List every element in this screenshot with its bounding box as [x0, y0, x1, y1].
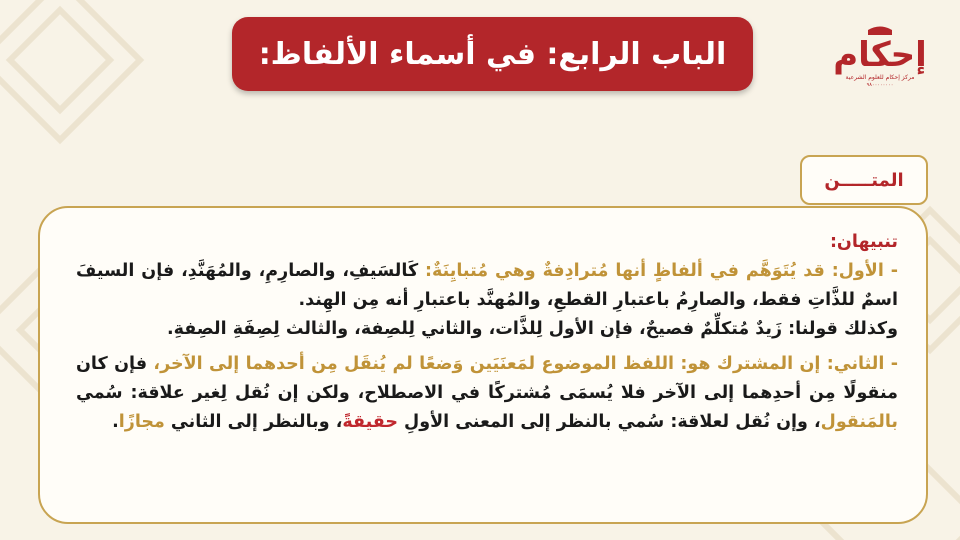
second-text-3: ، وبالنظر إلى الثاني [164, 412, 343, 432]
second-text-1: فإن كان منقولًا مِن أحدِهما إلى الآخر فلا يُسمَى مُشتركًا في الاصطلاح، ولكن إن نُقل لِغير علاقة: سُمي [76, 354, 898, 403]
matn-content-box [38, 206, 928, 524]
term-manqul: بالمَنقول [820, 412, 898, 432]
logo-subtitle: مركز إحكام للعلوم الشرعية [845, 74, 915, 81]
matn-tab [800, 155, 928, 205]
term-haqiqa: حقيقةً [342, 412, 398, 432]
paragraph-first [76, 257, 898, 315]
second-lead: - الثاني: إن المشترك هو: اللفظ الموضوع لمَعنَيَين وَضعًا لم يُنقَل مِن أحدهما إلى الآخر، [153, 354, 898, 374]
second-text-4: . [112, 412, 119, 432]
logo-number: ٩٨٠٠٠٠٠٠٠٠ [866, 82, 894, 88]
ihkam-logo [833, 26, 927, 96]
first-text: كَالسَيفِ، والصارِمِ، والمُهَنَّدِ، فإن السيفَ اسمٌ للذَّاتِ فقط، والصارِمُ باعتبارِ القطعِ، والمُهنَّد باعتبارِ أنه مِن الهِند. [76, 261, 898, 310]
paragraph-first-b: وكذلك قولنا: زَيدٌ مُتكلِّمٌ فصيحٌ، فإن الأول لِلذَّات، والثاني لِلصِفة، والثالث لِصِفَةِ الصِفةِ. [166, 319, 898, 339]
term-majaz: مجازًا [118, 412, 165, 432]
logo-word: إحكام [833, 35, 927, 75]
chapter-title-banner [232, 17, 753, 91]
chapter-title: الباب الرابع: في أسماء الألفاظ: [258, 36, 727, 72]
content-heading: تنبيهان: [829, 232, 898, 252]
second-text-2: ، وإن نُقل لعلاقة: سُمي بالنظر إلى المعنى الأولِ [397, 412, 821, 432]
paragraph-second [76, 350, 898, 437]
first-lead: - الأول: قد يُتَوَهَّم في ألفاظٍ أنها مُترادِفةٌ وهي مُتبايِنَةٌ: [425, 261, 898, 281]
matn-tab-label: المتـــــن [824, 169, 904, 191]
